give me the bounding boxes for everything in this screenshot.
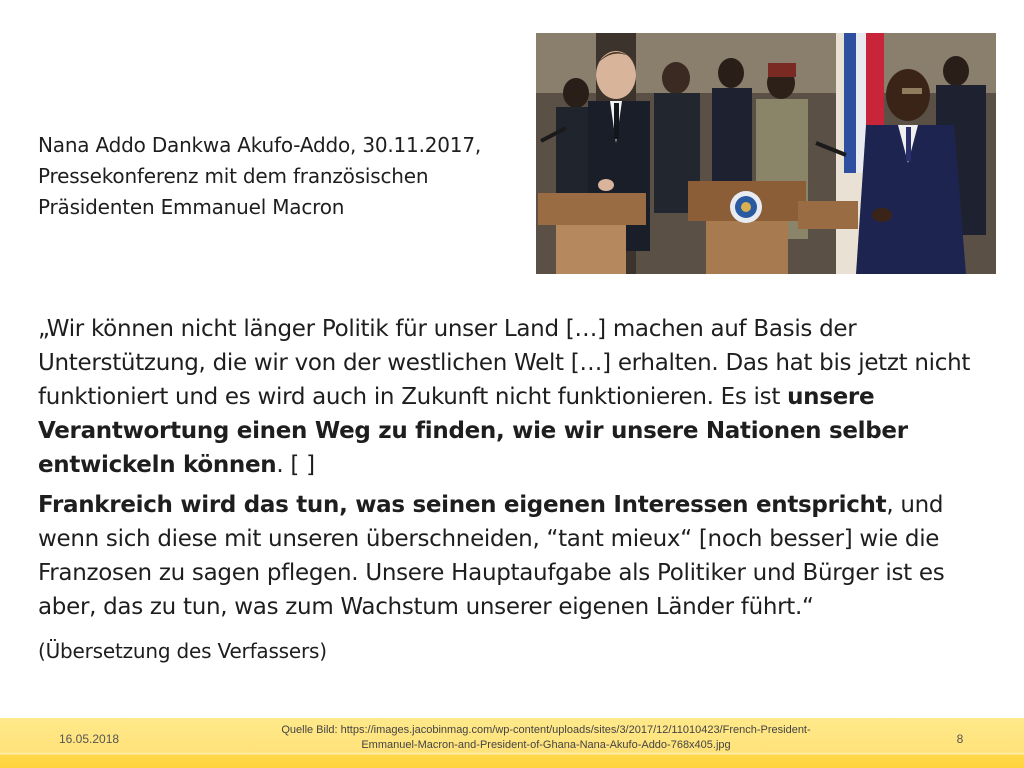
- footer-bar: [0, 718, 1024, 768]
- source-line: Emmanuel-Macron-and-President-of-Ghana-Nana-Akufo-Addo-768x405.jpg: [361, 739, 731, 751]
- footer-date: 16.05.2018: [59, 732, 120, 746]
- caption-line: Pressekonferenz mit dem französischen: [38, 164, 429, 188]
- translation-note: (Übersetzung des Verfassers): [38, 639, 327, 663]
- caption-line: Nana Addo Dankwa Akufo-Addo, 30.11.2017,: [38, 133, 481, 157]
- quote-block: [38, 312, 998, 624]
- quote-paragraph-2: [38, 488, 998, 624]
- quote-text: . [ ]: [276, 452, 315, 478]
- caption-line: Präsidenten Emmanuel Macron: [38, 195, 345, 219]
- quote-text: „Wir können nicht länger Politik für unser Land […] machen auf Basis der Unterstützung, die wir von der westlichen Welt […] erhalten. Das hat bis jetzt nicht funktioniert und es wird auch in Zukunft nicht funktionieren. Es ist: [38, 316, 971, 410]
- photo-caption: [38, 130, 518, 223]
- quote-emphasis: Frankreich wird das tun, was seinen eigenen Interessen entspricht: [38, 492, 887, 518]
- page-number: 8: [956, 732, 964, 746]
- source-line: Quelle Bild: https://images.jacobinmag.com/wp-content/uploads/sites/3/2017/12/11010423/French-President-: [281, 724, 811, 736]
- quote-emphasis: unsere Verantwortung einen Weg zu finden, wie wir unsere Nationen selber entwickeln können: [38, 384, 908, 478]
- quote-paragraph-1: [38, 312, 998, 482]
- image-source-credit: [246, 723, 846, 753]
- press-conference-photo: [536, 33, 996, 274]
- photo-illustration: [536, 33, 996, 274]
- quote-text: , und wenn sich diese mit unseren überschneiden, “tant mieux“ [noch besser] wie die Franzosen zu sagen pflegen. Unsere Hauptaufgabe als Politiker und Bürger ist es aber, das zu tun, was zum Wachstum unserer eigenen Länder führt.“: [38, 492, 945, 620]
